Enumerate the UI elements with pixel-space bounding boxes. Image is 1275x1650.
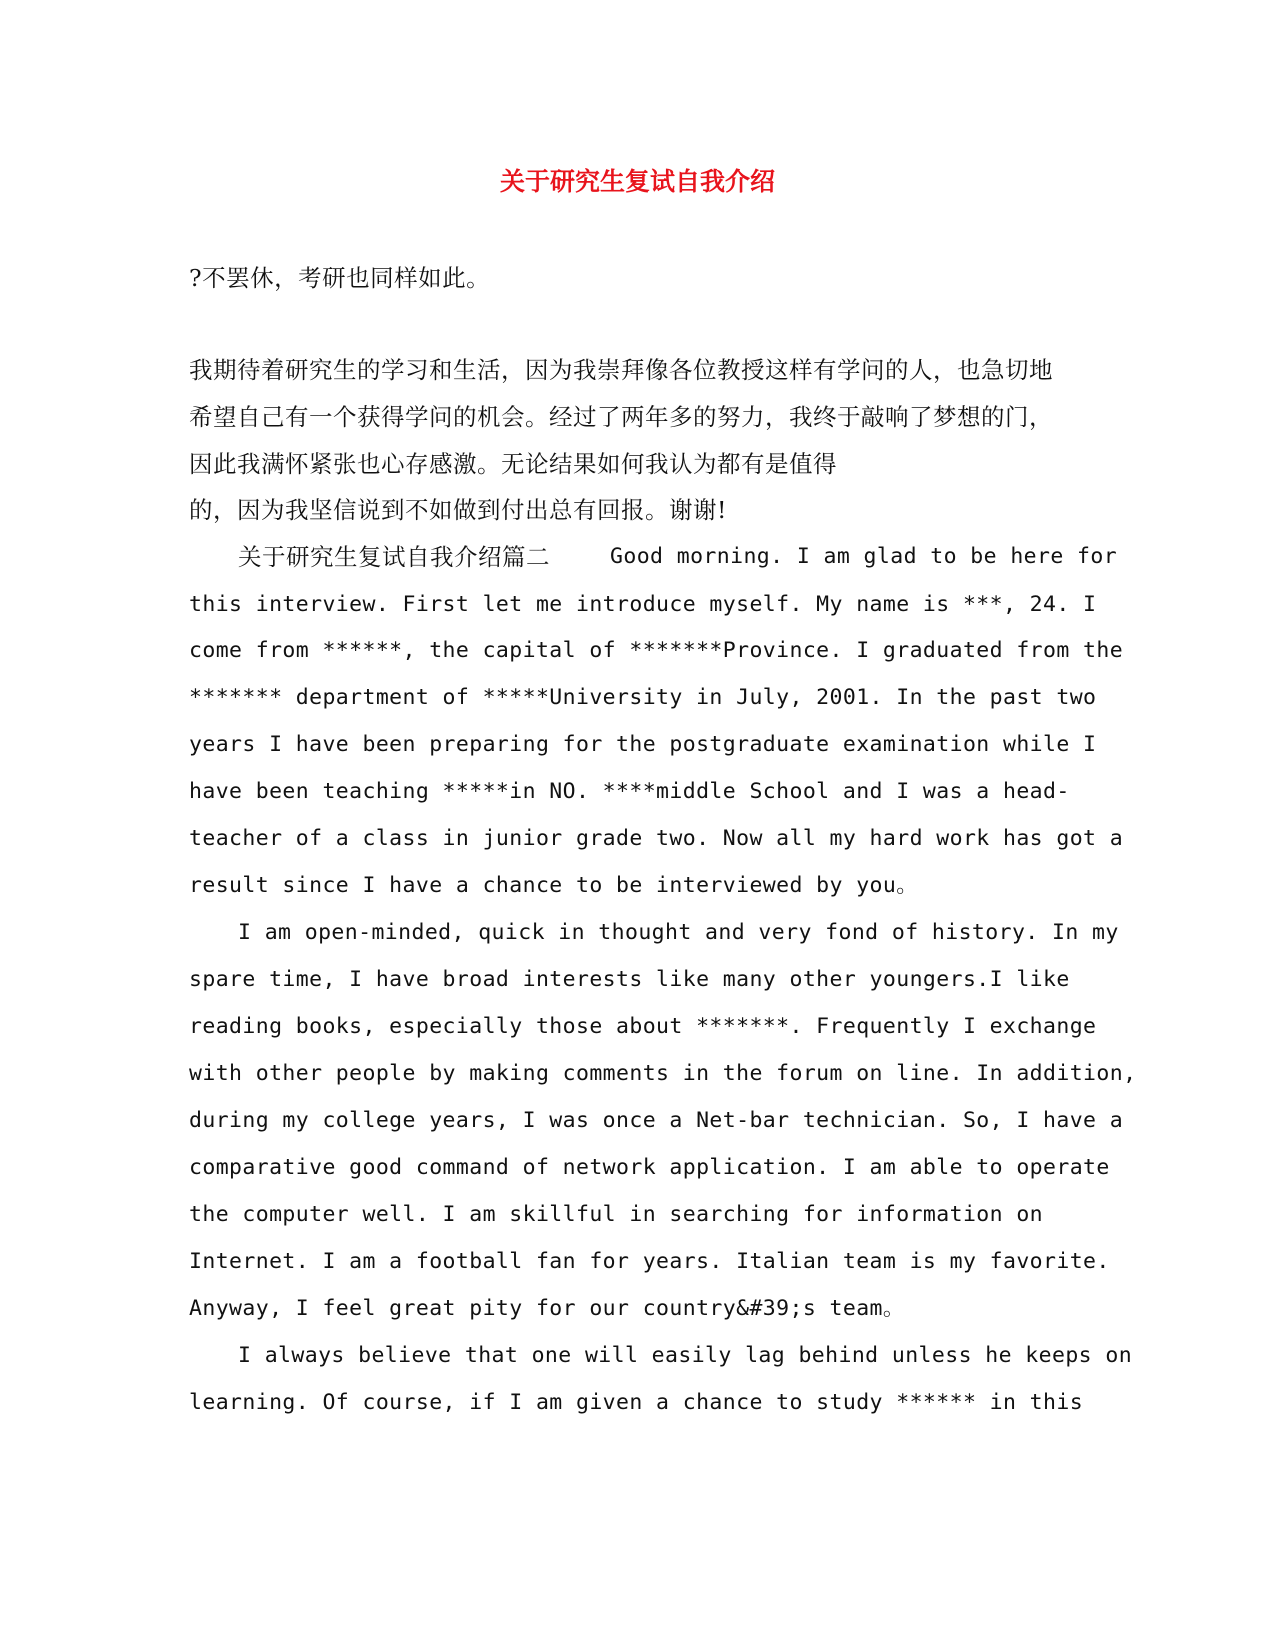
- text-line: during my college years, I was once a Net-bar technician. So, I have a: [189, 1108, 1124, 1133]
- text-line: with other people by making comments in the forum on line. In addition,: [189, 1061, 1137, 1086]
- text-line: 我期待着研究生的学习和生活，因为我崇拜像各位教授这样有学问的人，也急切地: [189, 356, 1053, 384]
- text-line: ?不罢休，考研也同样如此。: [189, 264, 491, 292]
- text-line: 因此我满怀紧张也心存感激。无论结果如何我认为都有是值得: [189, 450, 837, 478]
- text-line: ******* department of *****University in July, 2001. In the past two: [189, 685, 1097, 710]
- text-line: Anyway, I feel great pity for our country&#39;s team。: [189, 1296, 905, 1321]
- text-line: result since I have a chance to be interviewed by you。: [189, 873, 919, 898]
- document-title: 关于研究生复试自我介绍: [499, 167, 775, 196]
- text-line: 的，因为我坚信说到不如做到付出总有回报。谢谢!: [189, 496, 727, 524]
- text-line: spare time, I have broad interests like many other youngers.I like: [189, 967, 1070, 992]
- text-line: Good morning. I am glad to be here for: [610, 544, 1118, 569]
- text-line: Internet. I am a football fan for years. Italian team is my favorite.: [189, 1249, 1110, 1274]
- text-line: years I have been preparing for the postgraduate examination while I: [189, 732, 1097, 757]
- text-line: come from ******, the capital of *******Province. I graduated from the: [189, 638, 1124, 663]
- text-line: I always believe that one will easily lag behind unless he keeps on: [238, 1343, 1133, 1368]
- text-line: 希望自己有一个获得学问的机会。经过了两年多的努力，我终于敲响了梦想的门，: [189, 403, 1053, 431]
- text-line: have been teaching *****in NO. ****middle School and I was a head-: [189, 779, 1070, 804]
- text-line: this interview. First let me introduce myself. My name is ***, 24. I: [189, 592, 1097, 617]
- text-line: reading books, especially those about *******. Frequently I exchange: [189, 1014, 1097, 1039]
- text-line: I am open-minded, quick in thought and very fond of history. In my: [238, 920, 1119, 945]
- text-line: comparative good command of network application. I am able to operate: [189, 1155, 1110, 1180]
- text-line: teacher of a class in junior grade two. Now all my hard work has got a: [189, 826, 1124, 851]
- text-line: learning. Of course, if I am given a chance to study ****** in this: [189, 1390, 1084, 1415]
- text-line: the computer well. I am skillful in searching for information on: [189, 1202, 1044, 1227]
- section-heading: 关于研究生复试自我介绍篇二: [238, 543, 550, 571]
